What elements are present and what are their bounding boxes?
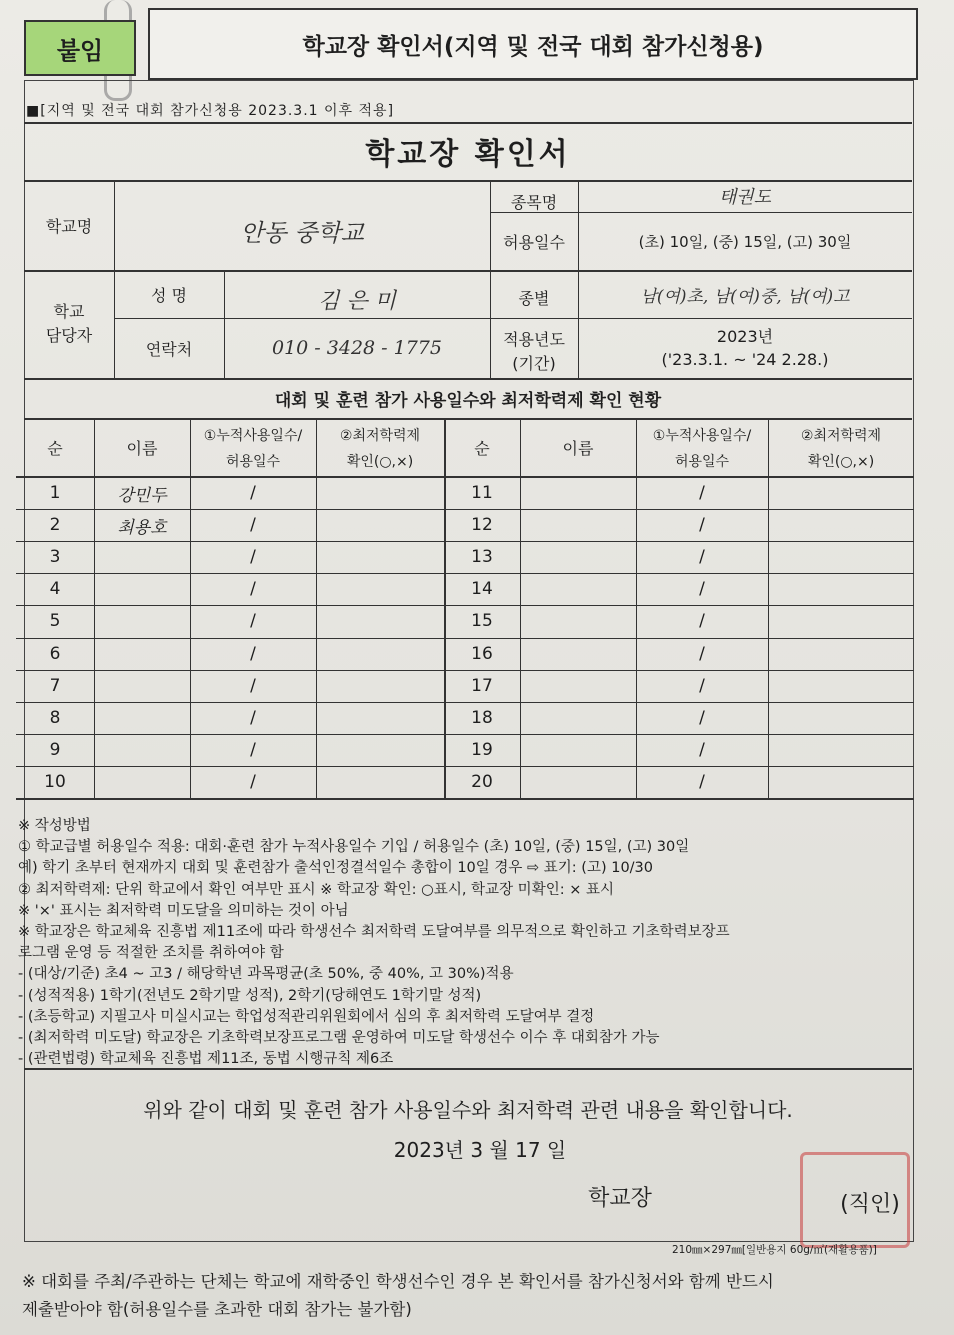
row-name [520,477,636,509]
header-academic-right-1: ②최저학력제 [800,428,882,444]
document-header-title: 학교장 확인서(지역 및 전국 대회 참가신청용) [148,8,918,80]
status-title: 대회 및 훈련 참가 사용일수와 최저학력제 확인 현황 [274,390,662,411]
row-number: 8 [49,707,61,728]
row-number: 18 [471,707,493,728]
row-name [520,509,636,541]
school-value: 안동 중학교 [240,218,364,247]
instruction-note: ※ 작성방법 [18,818,91,834]
confirm-statement: 위와 같이 대회 및 훈련 참가 사용일수와 최저학력 관련 내용을 확인합니다. [143,1097,793,1122]
row-days: / [250,515,256,536]
instruction-note: - (최저학력 미도달) 학교장은 기초학력보장프로그램 운영하여 미도달 학생선수 이수 후 대회참가 가능 [18,1030,660,1046]
staff-label-line1: 학교 [53,301,85,321]
row-number: 7 [49,675,61,696]
row-name: 최용호 [117,517,167,538]
header-no-left: 순 [47,438,63,458]
row-days: / [699,771,705,792]
paper-spec: 210㎜×297㎜[일반용지 60g/㎡(재활용품)] [672,1244,877,1256]
confirm-date: 2023년 3 월 17 일 [393,1137,567,1162]
row-name [94,541,190,573]
header-days-left-2: 허용일수 [225,454,281,470]
event-value: 태권도 [718,187,772,208]
row-days: / [250,579,256,600]
row-number: 9 [49,739,61,760]
row-days: / [250,643,256,664]
row-name [94,573,190,605]
instruction-note: - (성적적용) 1학기(전년도 2학기말 성적), 2학기(당해연도 1학기말 성적) [18,987,482,1004]
instruction-note: - (초등학교) 지필고사 미실시교는 학업성적관리위원회에서 심의 후 최저학력 도달여부 결정 [18,1008,595,1025]
instruction-note: 로그램 운영 등 적절한 조치를 취하여야 함 [18,945,284,962]
header-name-right: 이름 [562,438,594,458]
row-number: 1 [49,483,61,504]
year-label-line2: (기간) [512,353,556,373]
row-name [94,766,190,798]
row-days: / [699,675,705,696]
row-days: / [699,739,705,760]
row-name [94,670,190,702]
row-number: 5 [49,611,61,632]
row-number: 16 [471,643,493,664]
row-number: 4 [49,579,61,600]
school-label: 학교명 [45,216,93,236]
year-value-line1: 2023년 [716,326,774,346]
row-days: / [250,483,256,504]
header-no-right: 순 [474,438,490,458]
instruction-note: - (대상/기준) 초4 ~ 고3 / 해당학년 과목평균(초 50%, 중 40%, 고 30%)적용 [18,966,514,983]
row-number: 10 [44,771,66,792]
header-days-right-1: ①누적사용일수/ [652,428,752,444]
header-days-right-2: 허용일수 [674,454,730,470]
row-name [520,734,636,766]
row-name [520,638,636,670]
form-title: 학교장 확인서 [365,137,571,172]
row-name: 강민두 [117,485,167,506]
header-academic-left-2: 확인(○,×) [346,454,414,470]
instruction-note: ① 학교급별 허용일수 적용: 대회·훈련 참가 누적사용일수 기입 / 허용일수 (초) 10일, (중) 15일, (고) 30일 [18,839,690,856]
year-label-line1: 적용년도 [503,329,565,349]
row-name [94,605,190,637]
contact-value: 010 - 3428 - 1775 [272,337,442,359]
allowed-days-value: (초) 10일, (중) 15일, (고) 30일 [638,232,852,251]
seal-label: (직인) [840,1191,900,1217]
gender-label: 종별 [518,288,550,308]
footer-line1: ※ 대회를 주최/주관하는 단체는 학교에 재학중인 학생선수인 경우 본 확인서를 참가신청서와 함께 반드시 [22,1272,774,1291]
header-name-left: 이름 [126,438,158,458]
row-number: 17 [471,675,493,696]
header-academic-left-1: ②최저학력제 [339,428,421,444]
row-name [94,638,190,670]
contact-label: 연락처 [145,339,193,359]
attachment-tag: 붙임 [24,20,136,76]
row-name [520,573,636,605]
principal-label: 학교장 [588,1185,652,1211]
instruction-note: ※ '×' 표시는 최저학력 미도달을 의미하는 것이 아님 [18,902,349,919]
year-value-line2: ('23.3.1. ~ '24 2.28.) [661,349,829,369]
row-name [520,766,636,798]
footer-line2: 제출받아야 함(허용일수를 초과한 대회 참가는 불가함) [22,1300,412,1319]
row-days: / [699,515,705,536]
row-number: 13 [471,547,493,568]
gender-value: 남(여)초, 남(여)중, 남(여)고 [640,286,850,307]
row-number: 12 [471,515,493,536]
instruction-note: ② 최저학력제: 단위 학교에서 확인 여부만 표시 ※ 학교장 확인: ○표시, 학교장 미확인: × 표시 [18,881,614,898]
header-academic-right-2: 확인(○,×) [807,454,875,470]
row-days: / [250,707,256,728]
row-days: / [699,611,705,632]
row-days: / [250,675,256,696]
header-days-left-1: ①누적사용일수/ [203,428,303,444]
row-days: / [250,547,256,568]
row-days: / [250,611,256,632]
row-number: 2 [49,515,61,536]
row-number: 3 [49,547,61,568]
row-days: / [699,707,705,728]
staff-label-line2: 담당자 [45,325,93,345]
row-number: 6 [49,643,61,664]
row-number: 20 [471,771,493,792]
row-days: / [250,739,256,760]
row-name [520,605,636,637]
row-number: 15 [471,611,493,632]
row-number: 19 [471,739,493,760]
row-name [520,670,636,702]
name-value: 김 은 미 [318,288,396,314]
instruction-note: - (관련법령) 학교체육 진흥법 제11조, 동법 시행규칙 제6조 [18,1051,394,1068]
row-days: / [699,547,705,568]
row-name [520,541,636,573]
instruction-note: 예) 학기 초부터 현재까지 대회 및 훈련참가 출석인정결석일수 총합이 10일 경우 ⇨ 표기: (고) 10/30 [18,860,654,877]
event-label: 종목명 [510,192,558,212]
applies-note: ■[지역 및 전국 대회 참가신청용 2023.3.1 이후 적용] [26,103,395,119]
name-label: 성 명 [151,285,187,305]
row-number: 11 [471,483,493,504]
allowed-days-label: 허용일수 [503,232,565,252]
row-days: / [699,643,705,664]
row-name [94,734,190,766]
row-days: / [699,483,705,504]
row-name [94,702,190,734]
row-number: 14 [471,579,493,600]
row-days: / [250,771,256,792]
instruction-note: ※ 학교장은 학교체육 진흥법 제11조에 따라 학생선수 최저학력 도달여부를 의무적으로 확인하고 기초학력보장프 [18,924,730,940]
row-days: / [699,579,705,600]
row-name [520,702,636,734]
